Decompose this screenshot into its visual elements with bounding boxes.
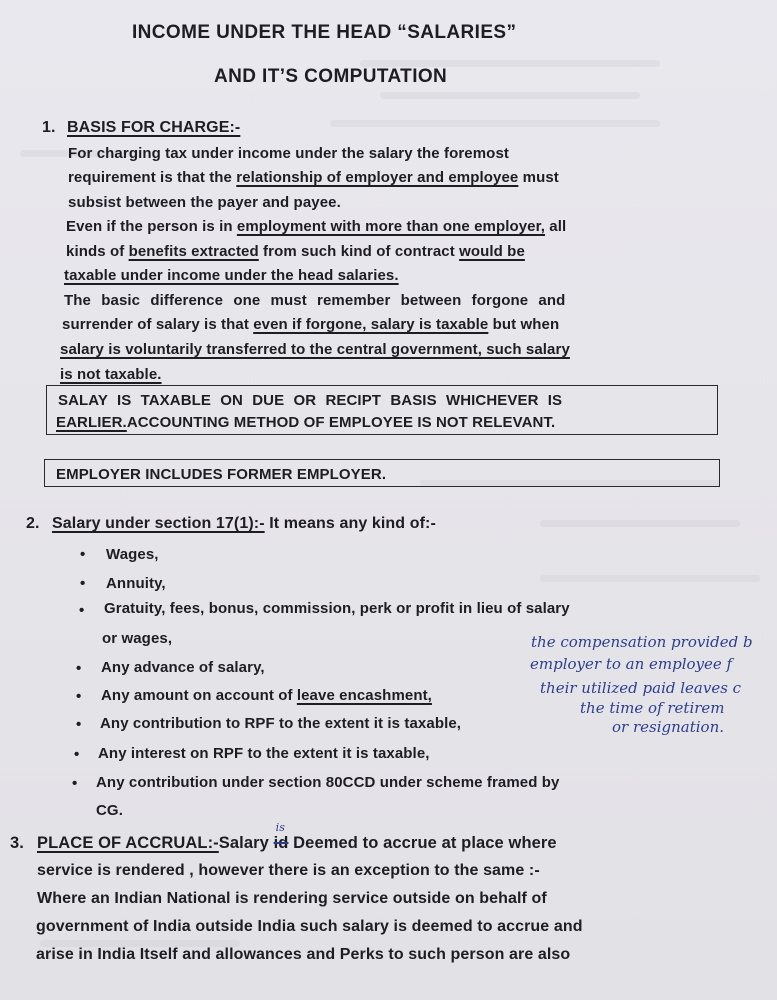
list-item-gratuity-line1: Gratuity, fees, bonus, commission, perk or profit in lieu of salary [104,600,570,617]
section3-line2: service is rendered , however there is an exception to the same :- [37,862,540,879]
bullet-icon: • [80,575,86,592]
list-item-advance: Any advance of salary, [101,659,265,676]
bullet-icon: • [79,602,85,619]
section1-number: 1. [42,119,56,136]
list-item-rpf-interest: Any interest on RPF to the extent it is taxable, [98,745,430,762]
section1-para1-line2: requirement is that the relationship of employer and employee must [68,169,559,186]
handwritten-note-line2: employer to an employee f [530,655,733,673]
list-item-gratuity-line2: or wages, [102,630,173,647]
section1-para2-line2: kinds of benefits extracted from such kind of contract would be [66,243,525,260]
list-item-annuity: Annuity, [106,575,166,592]
bullet-icon: • [74,746,80,763]
handwritten-note-line1: the compensation provided b [531,633,753,651]
bullet-icon: • [76,716,82,733]
section1-para3-line2: surrender of salary is that even if forgone, salary is taxable but when [62,316,560,333]
list-item-80ccd-line2: CG. [96,802,123,819]
list-item-wages: Wages, [106,546,159,563]
list-item-rpf-contribution: Any contribution to RPF to the extent it is taxable, [100,715,462,732]
section1-para1-line3: subsist between the payer and payee. [68,194,341,211]
bullet-icon: • [76,660,82,677]
handwritten-insert: is [275,821,285,834]
section3-line4: government of India outside India such salary is deemed to accrue and [36,918,583,935]
section1-heading: BASIS FOR CHARGE:- [67,119,241,136]
rule-box2-text: EMPLOYER INCLUDES FORMER EMPLOYER. [56,466,387,483]
section3-line5: arise in India Itself and allowances and Perks to such person are also [36,946,571,963]
bullet-icon: • [76,688,82,705]
section1-para3-line3: salary is voluntarily transferred to the central government, such salary [60,341,570,358]
section2-number: 2. [26,515,40,532]
section1-para1-line1: For charging tax under income under the salary the foremost [68,145,509,162]
section1-para3-line1: The basic difference one must remember between forgone and [64,292,566,309]
rule-box1-line1: SALAY IS TAXABLE ON DUE OR RECIPT BASIS WHICHEVER IS [58,392,563,409]
section1-para2-line1: Even if the person is in employment with more than one employer, all [66,218,567,235]
handwritten-note-line4: the time of retirem [580,699,725,717]
page-title-line2: AND IT’S COMPUTATION [214,66,448,87]
rule-box1-line2: EARLIER.ACCOUNTING METHOD OF EMPLOYEE IS NOT RELEVANT. [56,414,556,431]
page-title-line1: INCOME UNDER THE HEAD “SALARIES” [132,22,517,43]
section3-heading-line: PLACE OF ACCRUAL:-Salary id is Deemed to accrue at place where [37,821,557,852]
section3-line3: Where an Indian National is rendering service outside on behalf of [37,890,547,907]
bullet-icon: • [80,546,86,563]
bullet-icon: • [72,775,78,792]
section3-number: 3. [10,834,24,852]
list-item-80ccd-line1: Any contribution under section 80CCD under scheme framed by [96,774,560,791]
section1-para2-line3: taxable under income under the head salaries. [64,267,399,284]
handwritten-note-line5: or resignation. [612,718,725,736]
section2-heading-line: Salary under section 17(1):- It means any kind of:- [52,515,436,532]
handwritten-note-line3: their utilized paid leaves c [540,679,742,697]
section1-para3-line4: is not taxable. [60,366,162,383]
list-item-leave-encashment: Any amount on account of leave encashment, [101,687,432,704]
